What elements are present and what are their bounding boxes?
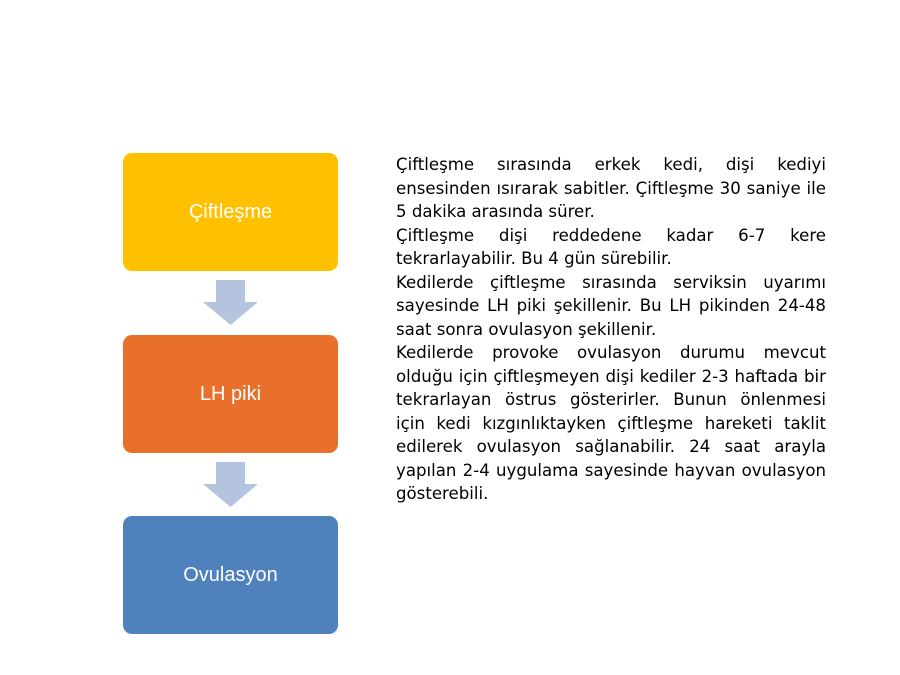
paragraph: Kedilerde çiftleşme sırasında serviksin uyarımı sayesinde LH piki şekillenir. Bu LH pikinden 24-48 saat sonra ovulasyon şekillenir. [396,272,826,339]
paragraph: Kedilerde provoke ovulasyon durumu mevcut olduğu için çiftleşmeyen dişi kediler 2-3 haftada bir tekrarlayan östrus gösterirler. Bunun önlenmesi için kedi kızgınlıktayken çiftleşme hareketi taklit edilerek ovulasyon sağlanabilir. 24 saat arayla yapılan 2-4 uygulama sayesinde hayvan ovulasyon gösterebili. [396,343,826,503]
description-text [396,153,826,506]
step-label: LH piki [199,382,262,405]
step-box-ovulasyon [123,516,338,634]
paragraph: Çiftleşme dişi reddedene kadar 6-7 kere tekrarlayabilir. Bu 4 gün sürebilir. [396,225,826,268]
step-box-ciftlesme [123,153,338,271]
step-label: Çiftleşme [188,200,273,223]
down-arrow-icon [203,462,258,507]
step-label: Ovulasyon [183,563,278,586]
paragraph: Çiftleşme sırasında erkek kedi, dişi kediyi ensesinden ısırarak sabitler. Çiftleşme 30 saniye ile 5 dakika arasında sürer. [396,155,826,221]
step-box-lh-piki [123,335,338,453]
down-arrow-icon [203,280,258,325]
